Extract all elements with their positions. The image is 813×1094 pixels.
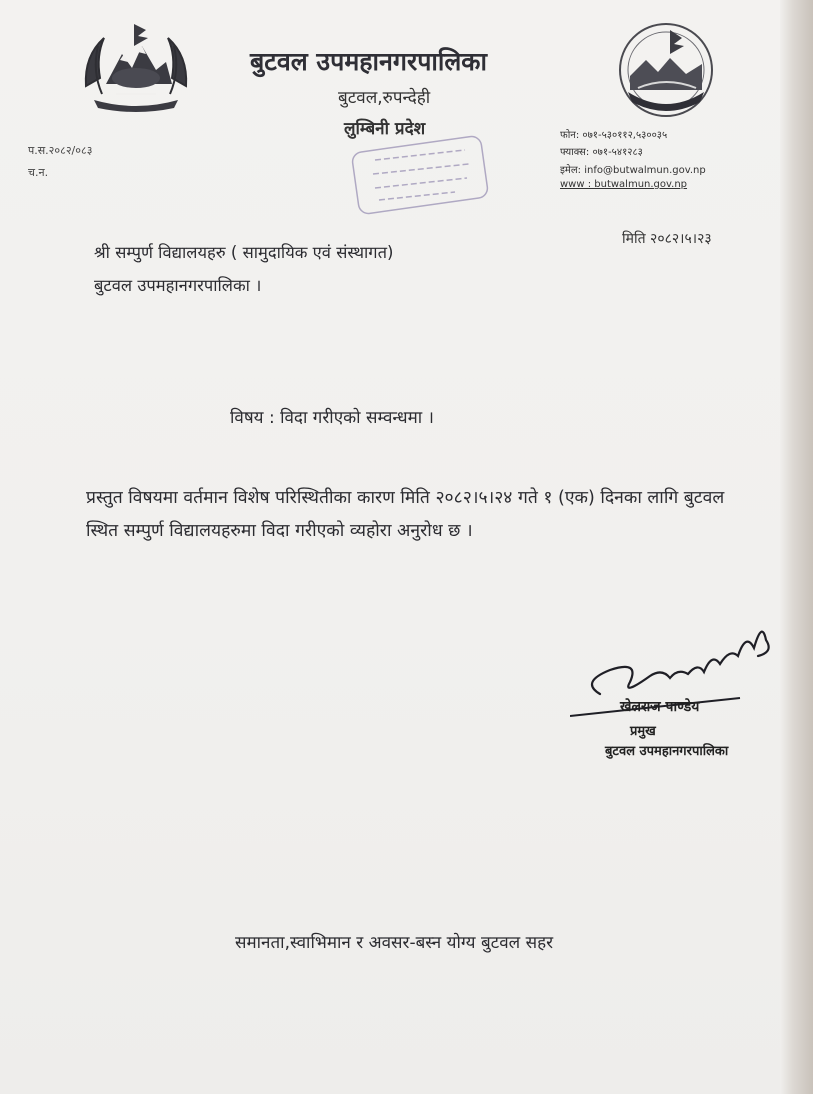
phone-line: फोन: ०७१-५३०११२,५३००३५ <box>560 130 668 141</box>
signatory-name: खेलराज पाण्डेय <box>620 699 700 715</box>
chalani-number: च.न. <box>28 166 49 179</box>
addressee-line-1: श्री सम्पुर्ण विद्यालयहरु ( सामुदायिक एवं संस्थागत) <box>94 243 394 262</box>
fax-line: फ्याक्स: ०७१-५४१२८३ <box>560 147 643 158</box>
footer-slogan: समानता,स्वाभिमान र अवसर-बस्न योग्य बुटवल सहर <box>235 933 554 953</box>
letter-date: मिति २०८२।५।२३ <box>622 231 712 247</box>
signatory-title: प्रमुख <box>630 724 656 739</box>
signatory-organization: बुटवल उपमहानगरपालिका <box>605 744 729 759</box>
municipality-title: बुटवल उपमहानगरपालिका <box>250 47 487 76</box>
office-stamp-icon <box>345 130 495 220</box>
letter-body: प्रस्तुत विषयमा वर्तमान विशेष परिस्थितीका कारण मिति २०८२।५।२४ गते १ (एक) दिनका लागि बुटवल स्थित सम्पुर्ण विद्यालयहरुमा विदा गरीएको व्यहोरा अनुरोध छ । <box>86 488 725 541</box>
nepal-emblem-icon <box>76 16 196 116</box>
municipality-logo-icon <box>610 20 722 120</box>
website-line: www : butwalmun.gov.np <box>560 179 688 190</box>
email-line: इमेल: info@butwalmun.gov.np <box>560 165 706 176</box>
province-line: लुम्बिनी प्रदेश <box>344 119 426 139</box>
city-line: बुटवल,रुपन्देही <box>338 88 431 108</box>
paper-edge <box>780 0 813 1094</box>
patra-sankhya: प.स.२०८२/०८३ <box>28 144 93 157</box>
addressee-line-2: बुटवल उपमहानगरपालिका । <box>94 276 262 295</box>
subject-line: विषय : विदा गरीएको सम्वन्धमा । <box>230 408 435 428</box>
